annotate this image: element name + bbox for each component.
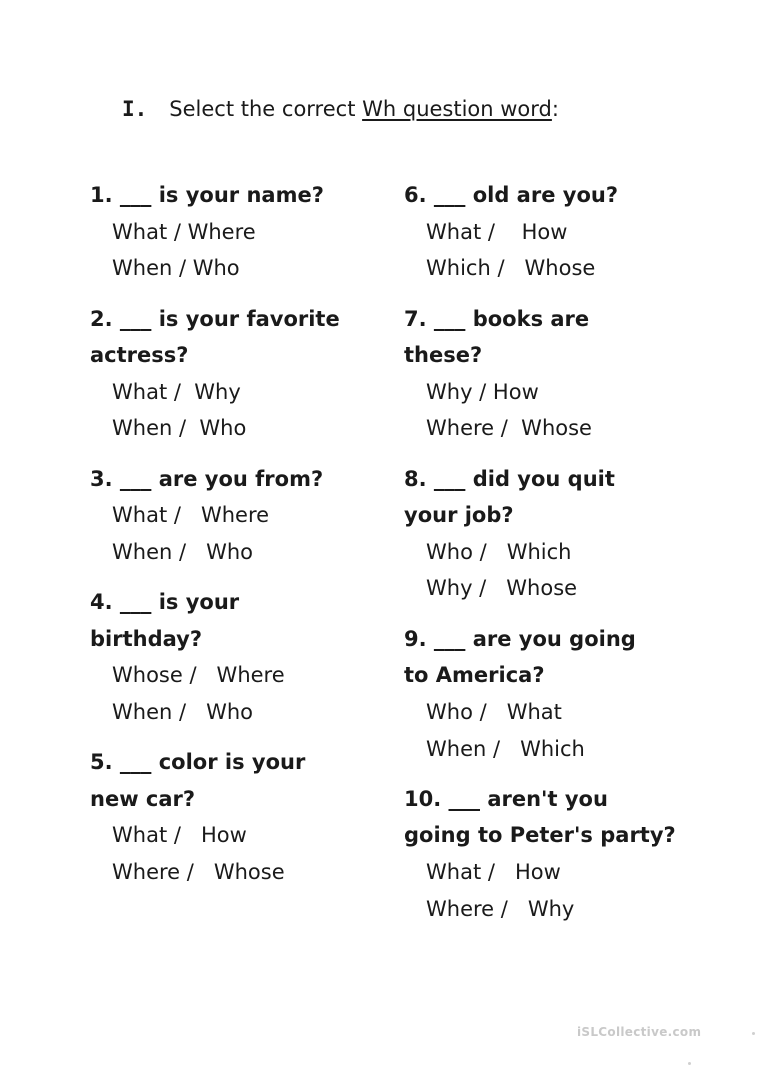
instruction-underlined-text: Wh question word — [362, 97, 552, 121]
answer-options: When / Who — [112, 539, 254, 564]
question-text: 4. ___ is your — [90, 590, 240, 615]
answer-options: Where / Whose — [112, 860, 285, 885]
question-text: 5. ___ color is your — [90, 750, 306, 775]
answer-options: What / Why — [112, 379, 241, 404]
question-text: 8. ___ did you quit — [404, 466, 615, 491]
question-text: 10. ___ aren't you — [404, 786, 608, 811]
answer-options: When / Who — [112, 256, 240, 281]
instruction-heading — [122, 94, 559, 124]
watermark-footer: iSLCollective.com — [577, 1025, 702, 1039]
answer-options: Whose / Where — [112, 663, 285, 688]
question-6 — [404, 177, 744, 287]
scan-speck — [688, 1062, 691, 1065]
question-text: 7. ___ books are — [404, 306, 590, 331]
instruction-text: Select the correct — [169, 97, 363, 121]
answer-options: Who / Which — [426, 539, 572, 564]
instruction-colon: : — [551, 97, 559, 121]
question-7 — [404, 301, 744, 448]
answer-options: Why / How — [426, 379, 539, 404]
question-10 — [404, 781, 744, 928]
question-8 — [404, 461, 744, 608]
section-number: I. — [122, 97, 148, 121]
answer-options: When / Who — [112, 416, 247, 441]
question-text: 9. ___ are you going — [404, 626, 636, 651]
question-text-continued: to America? — [404, 663, 545, 688]
answer-options: Where / Whose — [426, 416, 592, 441]
question-text: 1. ___ is your name? — [90, 183, 324, 207]
question-9 — [404, 621, 744, 768]
answer-options: Which / Whose — [426, 256, 596, 281]
answer-options: What / How — [426, 859, 561, 884]
left-question-column — [90, 177, 390, 904]
right-question-column — [404, 177, 744, 941]
question-5 — [90, 744, 390, 891]
answer-options: What / How — [112, 823, 247, 848]
question-2 — [90, 301, 390, 448]
question-text-continued: going to Peter's party? — [404, 823, 676, 848]
question-text: 6. ___ old are you? — [404, 183, 619, 207]
question-text: 2. ___ is your favorite — [90, 306, 340, 331]
question-text-continued: these? — [404, 343, 483, 368]
question-text-continued: birthday? — [90, 626, 203, 651]
answer-options: When / Who — [112, 700, 254, 725]
answer-options: Why / Whose — [426, 576, 578, 601]
question-text-continued: your job? — [404, 503, 514, 528]
answer-options: When / Which — [426, 736, 585, 761]
question-text-continued: actress? — [90, 343, 189, 368]
question-text-continued: new car? — [90, 786, 196, 811]
answer-options: What / How — [426, 219, 568, 244]
question-3 — [90, 461, 390, 571]
answer-options: Where / Why — [426, 896, 575, 921]
answer-options: What / Where — [112, 219, 256, 244]
question-text: 3. ___ are you from? — [90, 466, 324, 491]
answer-options: What / Where — [112, 503, 270, 528]
question-4 — [90, 584, 390, 731]
question-1 — [90, 177, 390, 287]
answer-options: Who / What — [426, 699, 562, 724]
scan-speck — [752, 1032, 755, 1035]
